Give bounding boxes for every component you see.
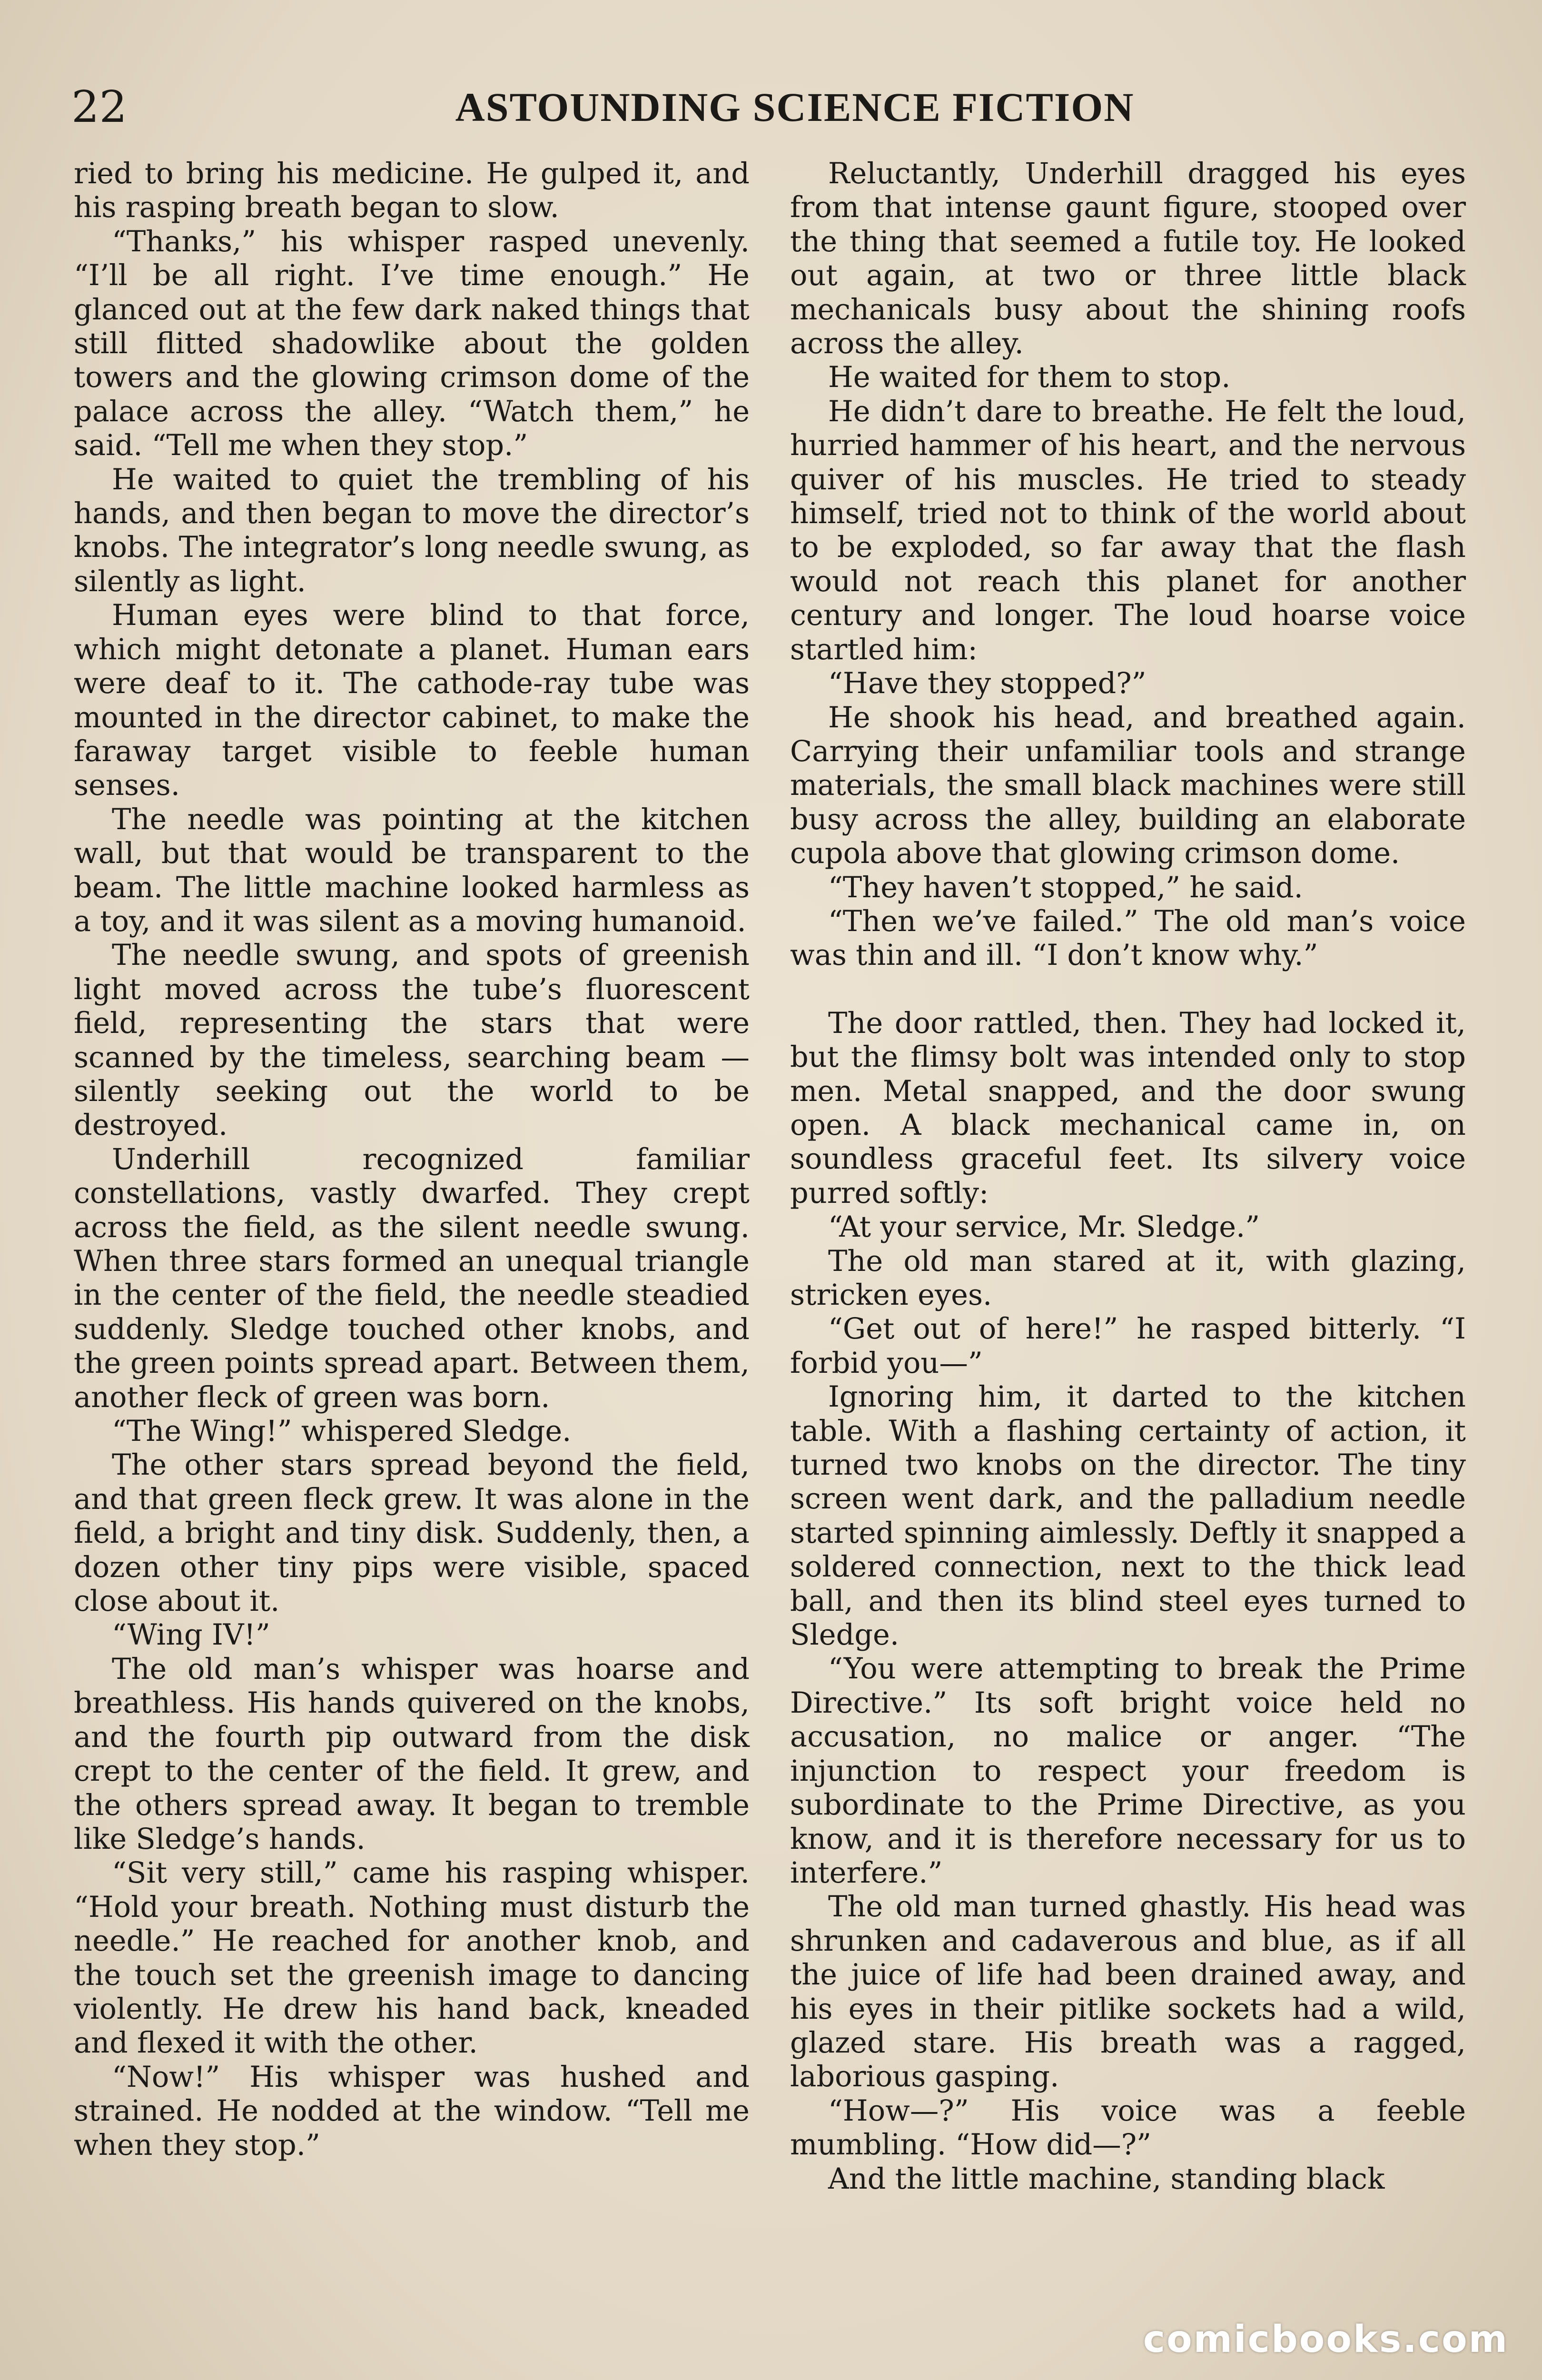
paragraph: The old man turned ghastly. His head was shrunken and cadaverous and blue, as if all the juice of life had been drained away, and his eyes in their pitlike sockets had a wild, glazed stare. His breath was a ragged, laborious gasping.: [790, 1890, 1466, 2094]
paragraph: And the little machine, standing black: [828, 2162, 1385, 2196]
running-title: ASTOUNDING SCIENCE FICTION: [455, 84, 1135, 130]
paragraph: Ignoring him, it darted to the kitchen table. With a flashing certainty of action, it turned two knobs on the director. The tiny screen went dark, and the palladium needle started spinning aimlessly. Deftly it snapped a soldered connection, next to the thick lead ball, and then its blind steel eyes turned to Sledge.: [790, 1380, 1466, 1652]
paragraph: ried to bring his medicine. He gulped it, and his rasping breath began to slow.: [74, 157, 750, 225]
paragraph: “Sit very still,” came his rasping whisper. “Hold your breath. Nothing must disturb the needle.” He reached for another knob, and the touch set the greenish image to dancing violently. He drew his hand back, kneaded and flexed it with the other.: [74, 1856, 750, 2060]
paragraph: “Wing IV!”: [112, 1618, 270, 1652]
paragraph: Underhill recognized familiar constellations, vastly dwarfed. They crept across the field, as the silent needle swung. When three stars formed an unequal triangle in the center of the field, the needle steadied suddenly. Sledge touched other knobs, and the green points spread apart. Between them, another fleck of green was born.: [74, 1142, 750, 1414]
paragraph: The old man’s whisper was hoarse and breathless. His hands quivered on the knobs, and the fourth pip outward from the disk crept to the center of the field. It grew, and the others spread away. It began to tremble like Sledge’s hands.: [74, 1652, 750, 1856]
paragraph: He waited for them to stop.: [828, 361, 1231, 395]
paragraph: “Get out of here!” he rasped bitterly. “I forbid you—”: [790, 1312, 1466, 1380]
paragraph: The needle was pointing at the kitchen wall, but that would be transparent to the beam. The little machine looked harmless as a toy, and it was silent as a moving humanoid.: [74, 803, 750, 938]
paragraph: “You were attempting to break the Prime Directive.” Its soft bright voice held no accusation, no malice or anger. “The injunction to respect your freedom is subordinate to the Prime Directive, as you know, and it is therefore necessary for us to interfere.”: [790, 1652, 1466, 1890]
left-column: [74, 157, 750, 2162]
paragraph: The other stars spread beyond the field, and that green fleck grew. It was alone in the field, a bright and tiny disk. Suddenly, then, a dozen other tiny pips were visible, spaced close about it.: [74, 1448, 750, 1618]
paragraph: He didn’t dare to breathe. He felt the loud, hurried hammer of his heart, and the nervous quiver of his muscles. He tried to steady himself, tried not to think of the world about to be exploded, so far away that the flash would not reach this planet for another century and longer. The loud hoarse voice startled him:: [790, 395, 1466, 666]
paragraph: He waited to quiet the trembling of his hands, and then began to move the director’s knobs. The integrator’s long needle swung, as silently as light.: [74, 463, 750, 598]
paragraph: “How—?” His voice was a feeble mumbling. “How did—?”: [790, 2094, 1466, 2162]
paragraph: He shook his head, and breathed again. Carrying their unfamiliar tools and strange materials, the small black machines were still busy across the alley, building an elaborate cupola above that glowing crimson dome.: [790, 701, 1466, 871]
paragraph: “The Wing!” whispered Sledge.: [112, 1415, 572, 1448]
right-column: [790, 157, 1466, 2196]
paragraph: The old man stared at it, with glazing, stricken eyes.: [790, 1244, 1466, 1312]
paragraph: “Have they stopped?”: [828, 667, 1147, 701]
paragraph: The needle swung, and spots of greenish light moved across the tube’s fluorescent field, representing the stars that were scanned by the timeless, searching beam —silently seeking out the world to be destroyed.: [74, 939, 750, 1142]
paragraph: “They haven’t stopped,” he said.: [828, 871, 1303, 904]
paragraph: “Thanks,” his whisper rasped unevenly. “I’ll be all right. I’ve time enough.” He glanced out at the few dark naked things that still flitted shadowlike about the golden towers and the glowing crimson dome of the palace across the alley. “Watch them,” he said. “Tell me when they stop.”: [74, 225, 750, 463]
paragraph: Reluctantly, Underhill dragged his eyes from that intense gaunt figure, stooped over the thing that seemed a futile toy. He looked out again, at two or three little black mechanicals busy about the shining roofs across the alley.: [790, 157, 1466, 361]
paragraph: The door rattled, then. They had locked it, but the flimsy bolt was intended only to stop men. Metal snapped, and the door swung open. A black mechanical came in, on soundless graceful feet. Its silvery voice purred softly:: [790, 1006, 1466, 1210]
page-number: 22: [71, 81, 128, 132]
paragraph: “Then we’ve failed.” The old man’s voice was thin and ill. “I don’t know why.”: [790, 904, 1466, 972]
paragraph: “At your service, Mr. Sledge.”: [828, 1210, 1260, 1244]
paragraph: “Now!” His whisper was hushed and strained. He nodded at the window. “Tell me when they stop.”: [74, 2060, 750, 2162]
paragraph: Human eyes were blind to that force, which might detonate a planet. Human ears were deaf to it. The cathode-ray tube was mounted in the director cabinet, to make the faraway target visible to feeble human senses.: [74, 599, 750, 803]
page-header: [71, 79, 1461, 136]
watermark-text: comicbooks.com: [1143, 2318, 1509, 2361]
